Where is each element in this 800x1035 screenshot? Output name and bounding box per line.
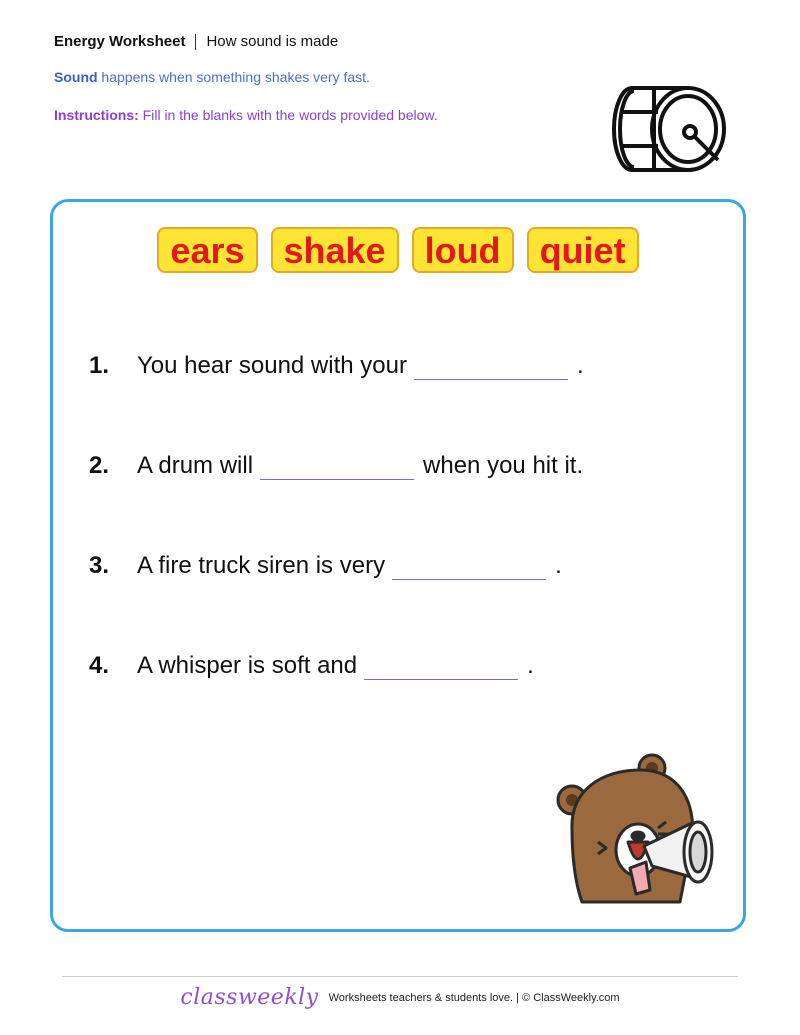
worksheet-subtitle: How sound is made	[206, 33, 339, 50]
word-bank-item: loud	[412, 227, 514, 273]
intro-label: Sound	[54, 69, 98, 85]
question-1	[89, 352, 584, 380]
question-number: 1.	[89, 352, 110, 379]
worksheet-header	[54, 33, 338, 50]
header-divider	[195, 34, 196, 50]
question-ending: .	[527, 652, 534, 679]
intro-text: happens when something shakes very fast.	[97, 69, 370, 85]
worksheet-title: Energy Worksheet	[54, 33, 186, 50]
instructions-line	[54, 107, 438, 123]
word-bank-item: quiet	[527, 227, 639, 273]
question-text: You hear sound with your	[137, 352, 407, 379]
question-3	[89, 552, 562, 580]
answer-blank[interactable]	[364, 653, 518, 680]
word-bank	[53, 227, 743, 273]
question-number: 3.	[89, 552, 110, 579]
instructions-text: Fill in the blanks with the words provided below.	[138, 107, 438, 123]
answer-blank[interactable]	[392, 553, 546, 580]
word-bank-item: ears	[157, 227, 257, 273]
question-number: 2.	[89, 452, 110, 479]
footer-divider	[62, 976, 738, 977]
question-text: A whisper is soft and	[137, 652, 358, 679]
footer-text: Worksheets teachers & students love. | © ClassWeekly.com	[328, 991, 620, 1004]
footer	[0, 985, 800, 1010]
word-bank-item: shake	[271, 227, 399, 273]
question-ending: .	[555, 552, 562, 579]
drum-icon	[610, 82, 730, 174]
question-ending: .	[576, 352, 584, 379]
question-4	[89, 652, 534, 680]
answer-blank[interactable]	[260, 453, 414, 480]
question-text: A drum will	[137, 452, 254, 479]
question-number: 4.	[89, 652, 110, 679]
bear-megaphone-illustration	[552, 750, 724, 910]
question-ending: when you hit it.	[423, 452, 584, 479]
instructions-label: Instructions:	[54, 107, 139, 123]
classweekly-logo[interactable]: classweekly	[180, 985, 319, 1010]
question-text: A fire truck siren is very	[137, 552, 386, 579]
intro-line	[54, 69, 370, 85]
answer-blank[interactable]	[414, 353, 568, 380]
question-2	[89, 452, 583, 480]
